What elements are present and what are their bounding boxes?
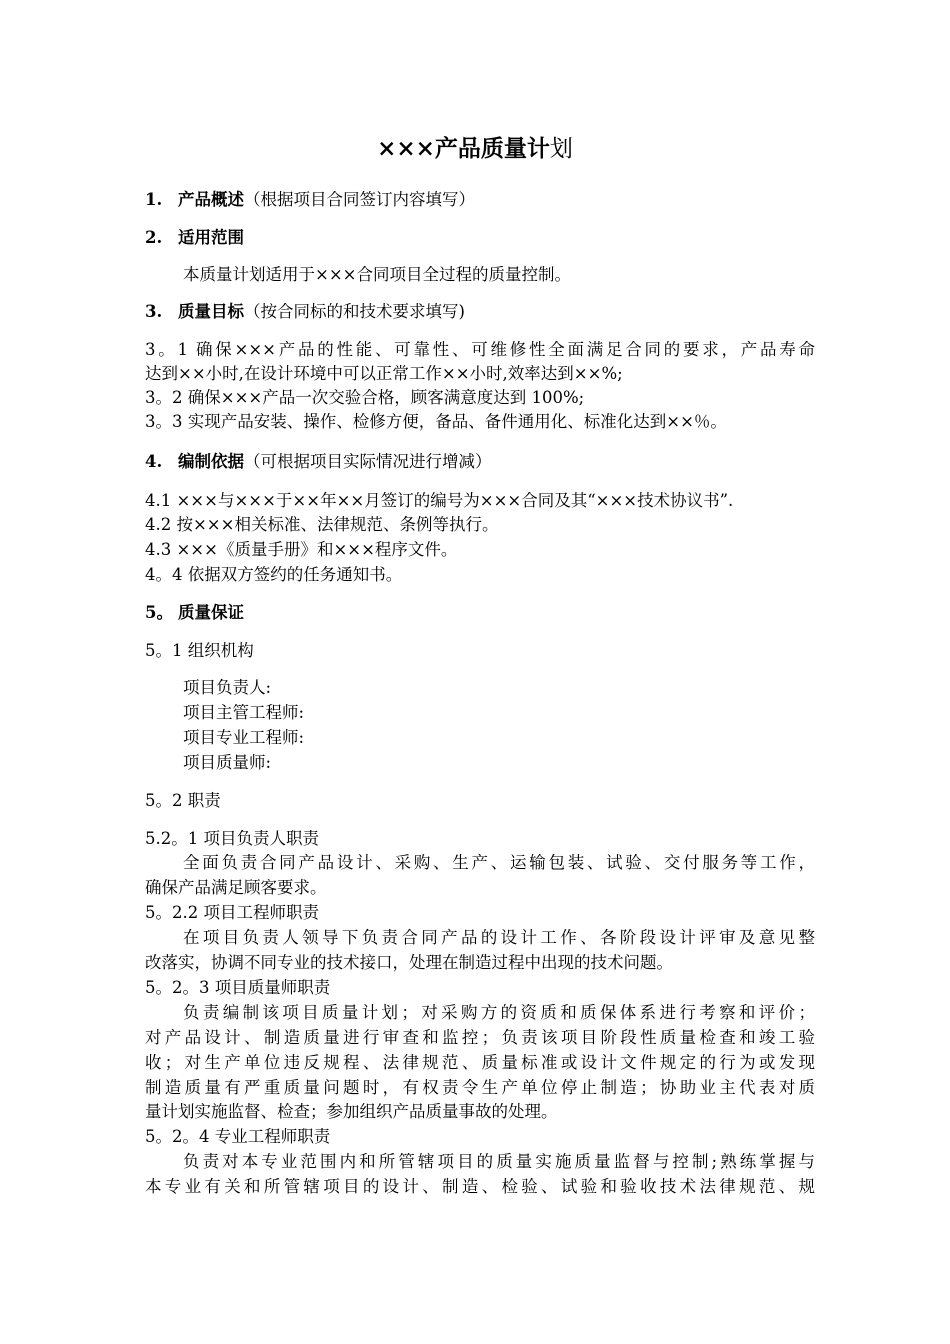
section-number: 4. <box>145 452 163 471</box>
paragraph-line: 量计划实施监督、检查；参加组织产品质量事故的处理。 <box>145 1102 558 1121</box>
section-note: （可根据项目实际情况进行增减） <box>244 452 492 471</box>
subsection-5-2-title: 5。2 职责 <box>145 791 221 810</box>
subsection-5-2-1-title: 5.2。1 项目负责人职责 <box>145 829 319 848</box>
section-4-line: 4.1 ×××与×××于××年××月签订的编号为×××合同及其“×××技术协议书”. <box>145 491 734 510</box>
paragraph-line: 对产品设计、制造质量进行审查和监控；负责该项目阶段性质量检查和竣工验 <box>145 1028 815 1047</box>
section-title: 适用范围 <box>178 228 244 247</box>
section-1-heading <box>145 188 815 212</box>
paragraph-line: 全面负责合同产品设计、采购、生产、运输包装、试验、交付服务等工作， <box>183 853 815 872</box>
paragraph-line: 负责对本专业范围内和所管辖项目的质量实施质量监督与控制;熟练掌握与 <box>183 1152 815 1171</box>
document-title <box>0 134 950 164</box>
paragraph-line: 本专业有关和所管辖项目的设计、制造、检验、试验和验收技术法律规范、规 <box>145 1177 815 1196</box>
section-2-heading <box>145 226 815 250</box>
paragraph-line: 确保产品满足顾客要求。 <box>145 878 327 897</box>
section-number: 5。 <box>145 603 173 622</box>
paragraph-line: 制造质量有严重质量问题时，有权责令生产单位停止制造；协助业主代表对质 <box>145 1078 815 1097</box>
subsection-5-1-title: 5。1 组织机构 <box>145 641 254 660</box>
section-note: （根据项目合同签订内容填写） <box>244 190 475 209</box>
section-title: 编制依据 <box>178 452 244 471</box>
section-4-line: 4.3 ×××《质量手册》和×××程序文件。 <box>145 540 458 559</box>
section-title: 质量目标 <box>178 302 244 321</box>
section-note: （按合同标的和技术要求填写) <box>244 302 465 321</box>
section-3-line: 达到××小时,在设计环境中可以正常工作××小时,效率达到××%; <box>145 364 623 383</box>
section-3-heading <box>145 300 815 324</box>
subsection-5-2-2-title: 5。2.2 项目工程师职责 <box>145 903 319 922</box>
section-3-line: 3。3 实现产品安装、操作、检修方便，备品、备件通用化、标准化达到××％。 <box>145 412 727 431</box>
subsection-5-2-4-title: 5。2。4 专业工程师职责 <box>145 1127 331 1146</box>
title-bold-part: ×××产品质量计 <box>377 135 550 162</box>
subsection-5-2-3-title: 5。2。3 项目质量师职责 <box>145 978 331 997</box>
role-line: 项目负责人: <box>183 678 272 697</box>
paragraph-line: 负责编制该项目质量计划；对采购方的资质和质保体系进行考察和评价； <box>183 1003 815 1022</box>
paragraph-line: 收；对生产单位违反规程、法律规范、质量标准或设计文件规定的行为或发现 <box>145 1053 815 1072</box>
title-normal-part: 划 <box>549 136 573 162</box>
section-3-line: 3。1 确保×××产品的性能、可靠性、可维修性全面满足合同的要求，产品寿命 <box>145 340 815 359</box>
section-number: 3. <box>145 302 163 321</box>
section-5-heading <box>145 601 815 625</box>
section-4-heading <box>145 450 815 474</box>
role-line: 项目质量师: <box>183 753 272 772</box>
section-2-paragraph: 本质量计划适用于×××合同项目全过程的质量控制。 <box>183 265 571 284</box>
section-number: 2. <box>145 228 163 247</box>
paragraph-line: 在项目负责人领导下负责合同产品的设计工作、各阶段设计评审及意见整 <box>183 928 815 947</box>
section-title: 产品概述 <box>178 190 244 209</box>
role-line: 项目主管工程师: <box>183 703 305 722</box>
paragraph-line: 改落实，协调不同专业的技术接口，处理在制造过程中出现的技术问题。 <box>145 953 673 972</box>
section-title: 质量保证 <box>178 603 244 622</box>
role-line: 项目专业工程师: <box>183 728 305 747</box>
section-4-line: 4。4 依据双方签约的任务通知书。 <box>145 565 403 584</box>
section-4-line: 4.2 按×××相关标准、法律规范、条例等执行。 <box>145 515 499 534</box>
section-3-line: 3。2 确保×××产品一次交验合格，顾客满意度达到 100%; <box>145 388 585 407</box>
section-number: 1. <box>145 190 163 209</box>
